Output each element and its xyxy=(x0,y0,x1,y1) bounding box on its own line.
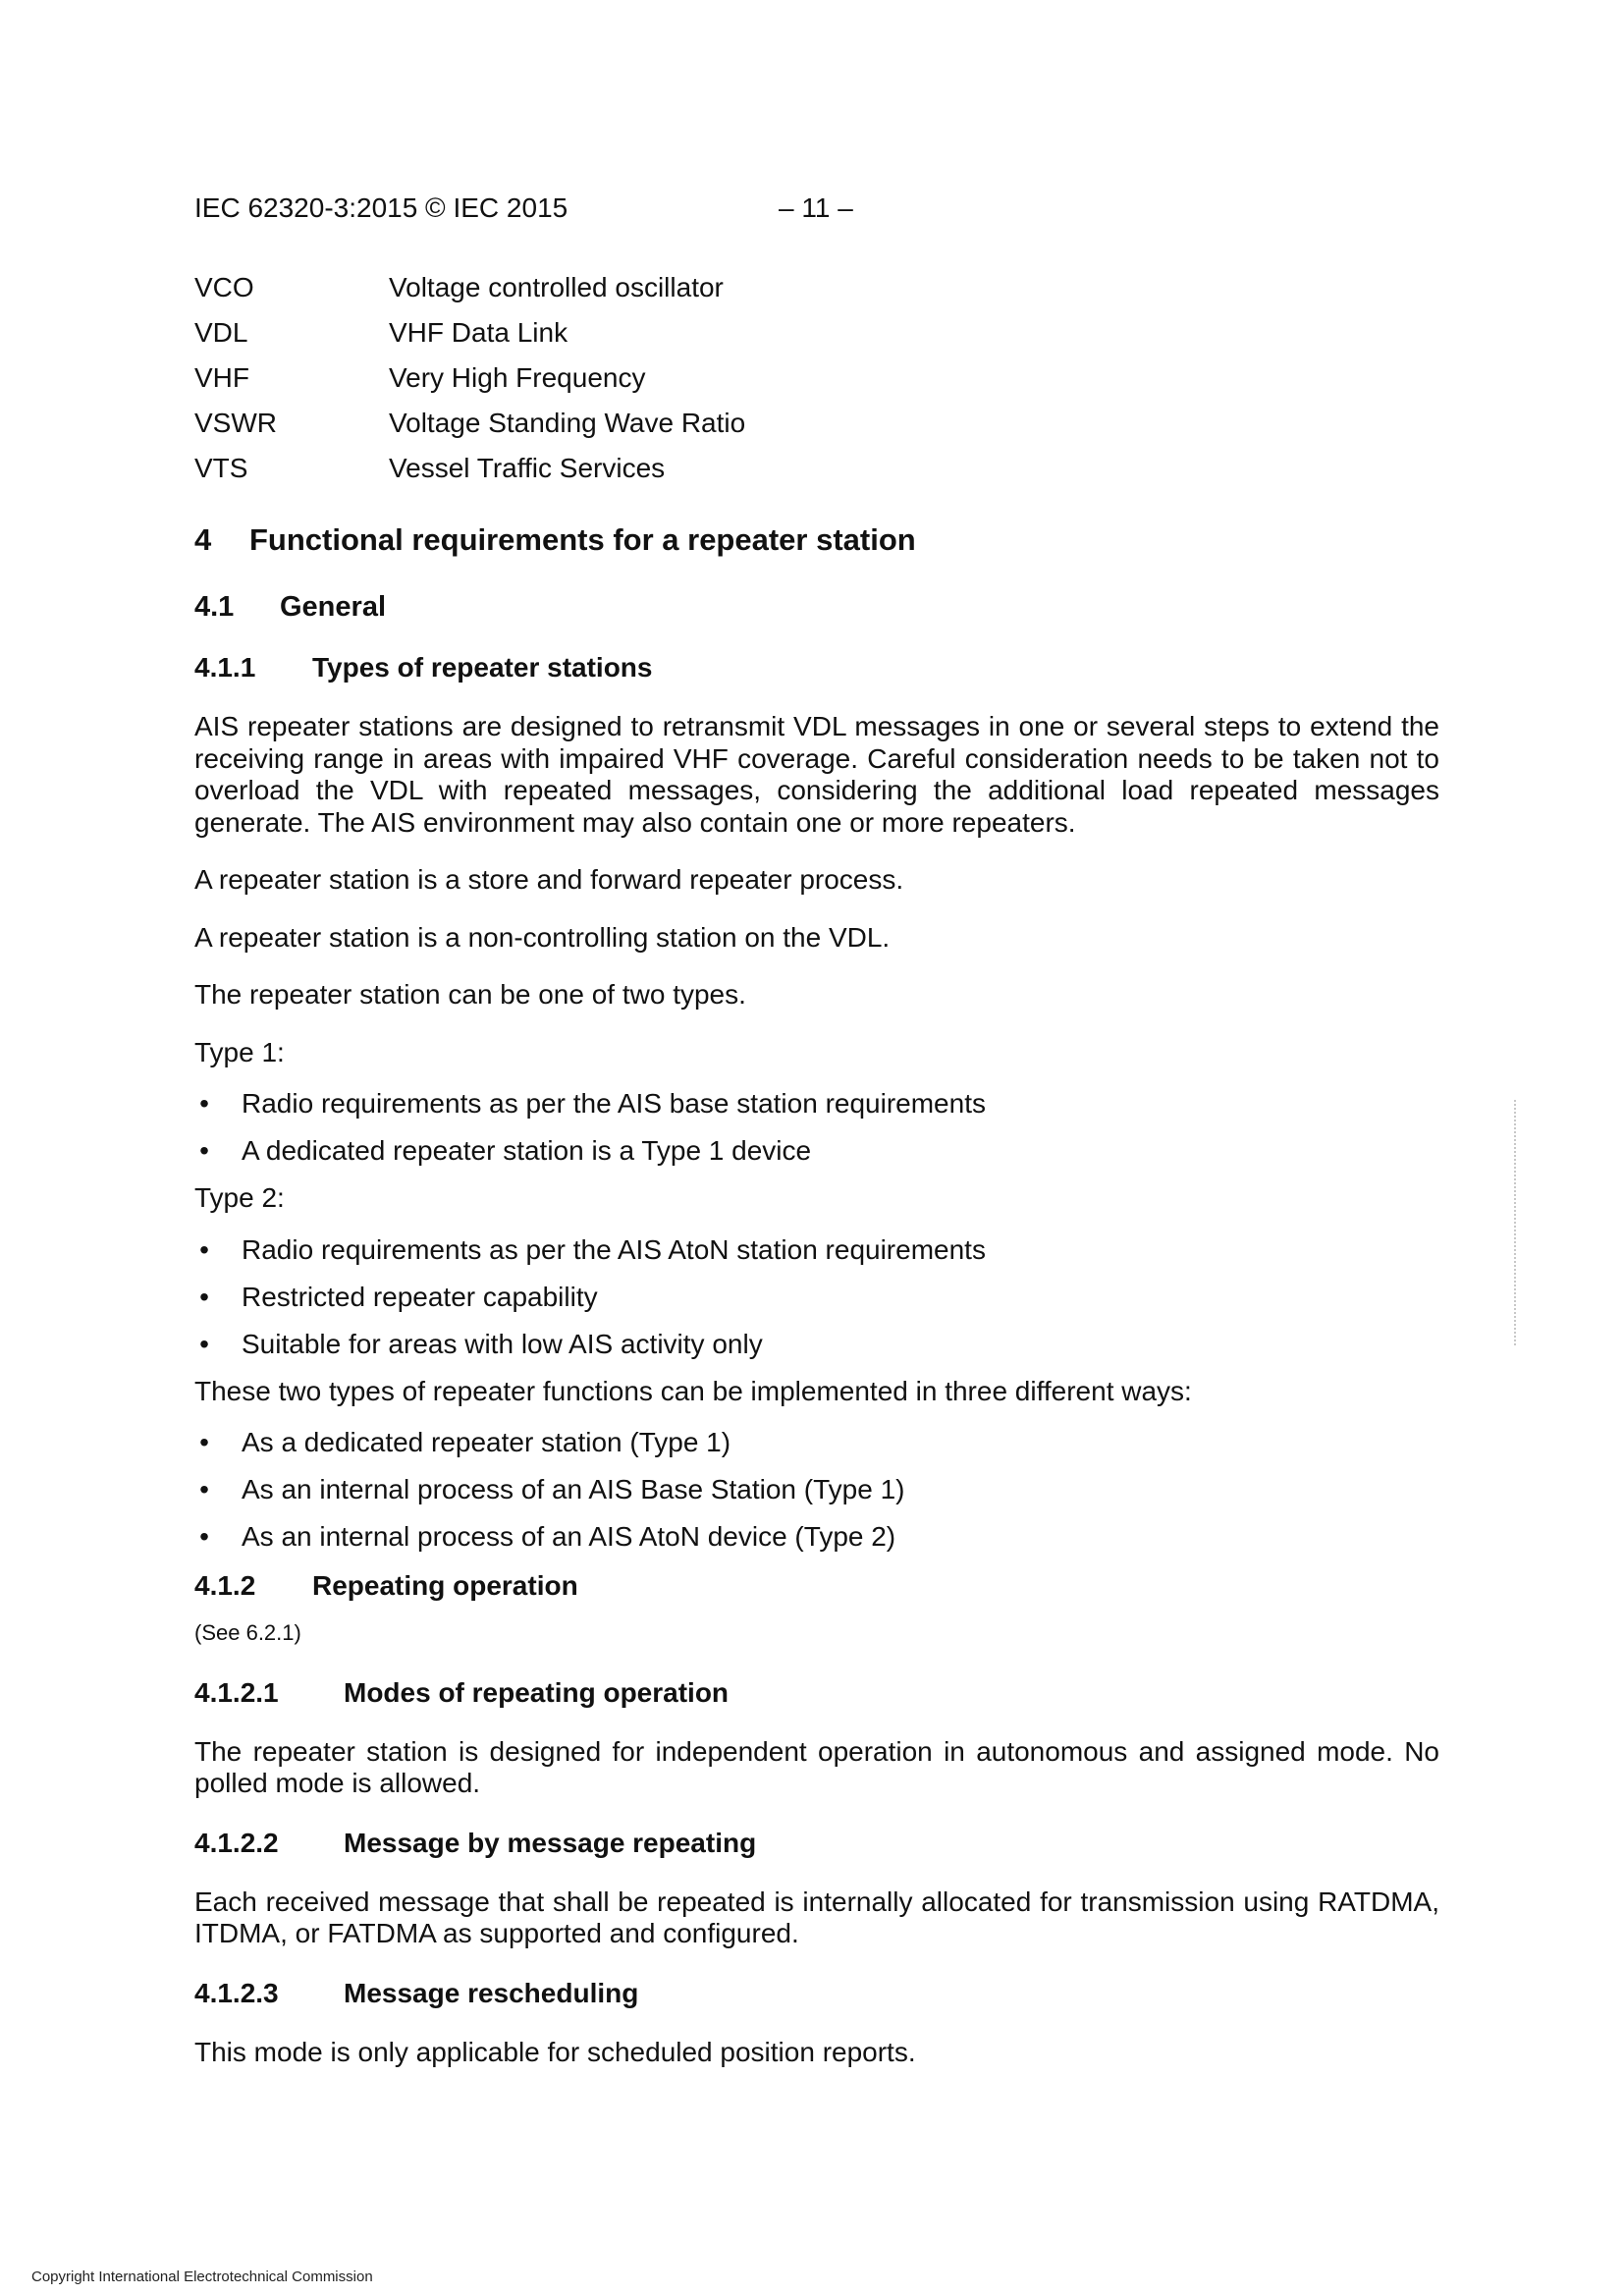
paragraph: Each received message that shall be repeated is internally allocated for transmission using RATDMA, ITDMA, or FATDMA as supported and configured. xyxy=(194,1886,1439,1948)
list-item xyxy=(194,1329,1439,1360)
list-item-text: Radio requirements as per the AIS AtoN station requirements xyxy=(242,1233,986,1265)
abbreviation-row xyxy=(194,401,1439,446)
margin-dotted-mark xyxy=(1514,1100,1522,1345)
page-header xyxy=(194,192,1439,232)
section-heading-4-1 xyxy=(194,589,1439,625)
copyright-footer: Copyright International Electrotechnical Commission xyxy=(31,2269,373,2285)
abbreviation-term: VDL xyxy=(194,317,248,348)
section-number: 4.1 xyxy=(194,591,235,623)
bullet-icon: • xyxy=(199,1474,209,1504)
paragraph: A repeater station is a store and forward repeater process. xyxy=(194,864,904,895)
bullet-icon: • xyxy=(199,1088,209,1119)
list-item-text: As a dedicated repeater station (Type 1) xyxy=(242,1427,731,1457)
section-title: Modes of repeating operation xyxy=(344,1676,730,1708)
list-item-text: A dedicated repeater station is a Type 1 device xyxy=(242,1135,812,1166)
list-item xyxy=(194,1234,1439,1266)
abbreviation-definition: Vessel Traffic Services xyxy=(389,453,666,483)
list-item xyxy=(194,1135,1439,1167)
bullet-icon: • xyxy=(199,1281,209,1312)
section-title: Message rescheduling xyxy=(344,1977,639,2008)
section-title: Types of repeater stations xyxy=(312,652,653,683)
abbreviation-term: VTS xyxy=(194,453,248,483)
type-2-list xyxy=(194,1234,1439,1360)
cross-reference-note: (See 6.2.1) xyxy=(194,1620,301,1645)
abbreviation-row xyxy=(194,265,1439,310)
list-item xyxy=(194,1427,1439,1458)
type-1-label: Type 1: xyxy=(194,1036,285,1067)
type-1-list xyxy=(194,1088,1439,1167)
list-item-text: Suitable for areas with low AIS activity only xyxy=(242,1328,763,1359)
section-heading-4-1-1 xyxy=(194,650,1439,685)
section-heading-4-1-2-3 xyxy=(194,1976,1439,2011)
bullet-icon: • xyxy=(199,1427,209,1457)
section-title: Functional requirements for a repeater station xyxy=(249,522,916,557)
document-id: IEC 62320-3:2015 © IEC 2015 xyxy=(194,192,568,223)
abbreviation-term: VCO xyxy=(194,272,254,302)
section-heading-4-1-2-2 xyxy=(194,1826,1439,1861)
section-number: 4.1.2.1 xyxy=(194,1676,279,1708)
list-item xyxy=(194,1282,1439,1313)
list-item-text: Restricted repeater capability xyxy=(242,1281,598,1312)
section-number: 4.1.2 xyxy=(194,1570,256,1601)
abbreviation-list xyxy=(194,265,1439,491)
paragraph: The repeater station is designed for independent operation in autonomous and assigned mode. No polled mode is allowed. xyxy=(194,1735,1439,1798)
abbreviation-row xyxy=(194,310,1439,355)
list-item-text: As an internal process of an AIS AtoN device (Type 2) xyxy=(242,1521,896,1552)
section-title: General xyxy=(280,591,386,623)
paragraph: This mode is only applicable for scheduled position reports. xyxy=(194,2036,916,2067)
abbreviation-row xyxy=(194,446,1439,491)
section-heading-4 xyxy=(194,520,1439,560)
abbreviation-term: VHF xyxy=(194,362,249,393)
paragraph: These two types of repeater functions can be implemented in three different ways: xyxy=(194,1375,1192,1406)
section-number: 4 xyxy=(194,522,212,557)
abbreviation-row xyxy=(194,355,1439,401)
bullet-icon: • xyxy=(199,1135,209,1166)
abbreviation-definition: Voltage controlled oscillator xyxy=(389,272,724,302)
section-title: Message by message repeating xyxy=(344,1827,757,1858)
section-heading-4-1-2-1 xyxy=(194,1675,1439,1711)
section-heading-4-1-2 xyxy=(194,1568,1439,1604)
bullet-icon: • xyxy=(199,1521,209,1552)
bullet-icon: • xyxy=(199,1233,209,1265)
implementation-list xyxy=(194,1427,1439,1553)
list-item-text: As an internal process of an AIS Base Station (Type 1) xyxy=(242,1474,905,1504)
paragraph: A repeater station is a non-controlling station on the VDL. xyxy=(194,921,891,953)
list-item xyxy=(194,1521,1439,1553)
abbreviation-definition: VHF Data Link xyxy=(389,317,568,348)
list-item xyxy=(194,1474,1439,1505)
paragraph: The repeater station can be one of two types. xyxy=(194,979,746,1010)
abbreviation-definition: Voltage Standing Wave Ratio xyxy=(389,408,746,438)
list-item xyxy=(194,1088,1439,1120)
bullet-icon: • xyxy=(199,1328,209,1359)
abbreviation-term: VSWR xyxy=(194,408,277,438)
page-number: – 11 – xyxy=(779,192,853,223)
section-title: Repeating operation xyxy=(312,1570,578,1601)
section-number: 4.1.2.3 xyxy=(194,1977,279,2008)
list-item-text: Radio requirements as per the AIS base station requirements xyxy=(242,1088,986,1119)
type-2-label: Type 2: xyxy=(194,1182,285,1213)
section-number: 4.1.2.2 xyxy=(194,1827,279,1858)
section-number: 4.1.1 xyxy=(194,652,256,683)
paragraph: AIS repeater stations are designed to retransmit VDL messages in one or several steps to extend the receiving range in areas with impaired VHF coverage. Careful consideration needs to be taken not to overload the VDL with repeated messages, considering the additional load repeated messages generate. The AIS environment may also contain one or more repeaters. xyxy=(194,711,1439,838)
abbreviation-definition: Very High Frequency xyxy=(389,362,646,393)
document-page xyxy=(194,192,1439,2068)
